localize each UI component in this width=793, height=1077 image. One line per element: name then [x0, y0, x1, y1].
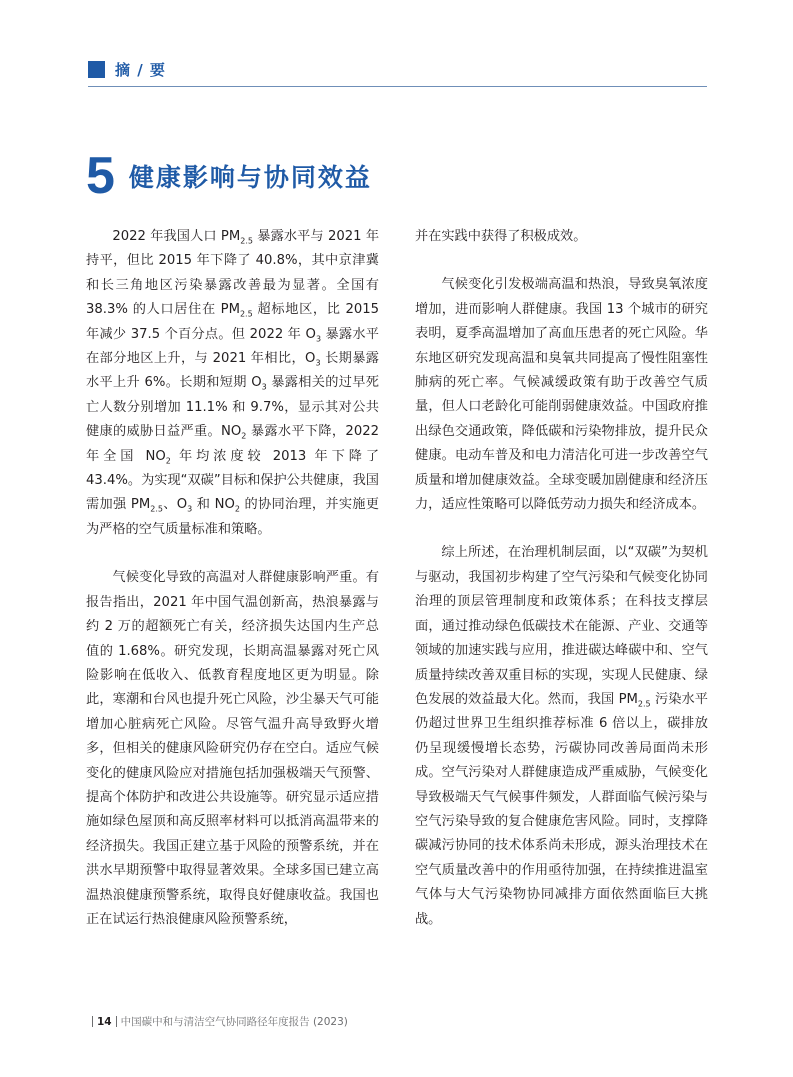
- page-footer: [88, 1014, 348, 1029]
- chapter-heading: [86, 147, 372, 205]
- header-square-icon: [88, 61, 105, 78]
- section-header: [88, 58, 166, 80]
- chapter-title: 健康影响与协同效益: [128, 163, 372, 192]
- footer-divider: [116, 1016, 117, 1027]
- report-title: 中国碳中和与清洁空气协同路径年度报告 (2023): [120, 1016, 348, 1028]
- header-label: 摘 / 要: [115, 60, 166, 79]
- page-number: 14: [97, 1015, 112, 1028]
- header-divider: [88, 86, 707, 87]
- left-column: [86, 225, 379, 932]
- right-column: [415, 225, 708, 932]
- paragraph-climate-ozone: 气候变化引发极端高温和热浪，导致臭氧浓度增加，进而影响人群健康。我国 13 个城市的研究表明，夏季高温增加了高血压患者的死亡风险。华东地区研究发现高温和臭氧共同提高了慢性阻塞性肺病的死亡率。气候减缓政策有助于改善空气质量，但人口老龄化可能削弱健康效益。中国政府推出绿色交通政策，降低碳和污染物排放，提升民众健康。电动车普及和电力清洁化可进一步改善空气质量和增加健康效益。全球变暖加剧健康和经济压力，适应性策略可以降低劳动力损失和经济成本。: [415, 277, 708, 513]
- chapter-number: 5: [86, 147, 115, 205]
- footer-divider: [92, 1016, 93, 1027]
- paragraph-summary: 综上所述，在治理机制层面，以“双碳”为契机与驱动，我国初步构建了空气污染和气候变化协同治理的顶层管理制度和政策体系；在科技支撑层面，通过推动绿色低碳技术在能源、产业、交通等领域的加速实践与应用，推进碳达峰碳中和、空气质量持续改善双重目标的实现，实现人民健康、绿色发展的效益最大化。然而，我国 $PM_{2.5}$ 污染水平仍超过世界卫生组织推荐标准 6 倍以上，碳排放仍呈现缓慢增长态势，污碳协同改善局面尚未形成。空气污染对人群健康造成严重威胁，气候变化导致极端天气气候事件频发，人群面临气候污染与空气污染导致的复合健康危害风险。同时，支撑降碳减污协同的技术体系尚未形成，源头治理技术在空气质量改善中的作用亟待加强，在持续推进温室气体与大气污染物协同减排方面依然面临巨大挑战。: [415, 545, 708, 927]
- paragraph-continuation: 并在实践中获得了积极成效。: [415, 229, 587, 244]
- paragraph-heat-impact: 气候变化导致的高温对人群健康影响严重。有报告指出，2021 年中国气温创新高，热浪暴露与约 2 万的超额死亡有关，经济损失达国内生产总值的 1.68%。研究发现，长期高温暴露对死亡风险影响在低收入、低教育程度地区更为明显。除此，寒潮和台风也提升死亡风险，沙尘暴天气可能增加心脏病死亡风险。尽管气温升高导致野火增多，但相关的健康风险研究仍存在空白。适应气候变化的健康风险应对措施包括加强极端天气预警、提高个体防护和改进公共设施等。研究显示适应措施如绿色屋顶和高反照率材料可以抵消高温带来的经济损失。我国正建立基于风险的预警系统，并在洪水早期预警中取得显著效果。全球多国已建立高温热浪健康预警系统，取得良好健康收益。我国也正在试运行热浪健康风险预警系统，: [86, 570, 379, 927]
- paragraph-exposure: 2022 年我国人口 $PM_{2.5}$ 暴露水平与 2021 年持平，但比 2015 年下降了 40.8%，其中京津冀和长三角地区污染暴露改善最为显著。全国有 38.3% 的人口居住在 $PM_{2.5}$ 超标地区，比 2015 年减少 37.5 个百分点。但 2022 年 $O_3$ 暴露水平在部分地区上升，与 2021 年相比，$O_3$ 长期暴露水平上升 6%。长期和短期 $O_3$ 暴露相关的过早死亡人数分别增加 11.1% 和 9.7%，显示其对公共健康的威胁日益严重。$NO_2$ 暴露水平下降，2022 年全国 $NO_2$ 年均浓度较 2013 年下降了 43.4%。为实现“双碳”目标和保护公共健康，我国需加强 $PM_{2.5}$、$O_3$ 和 $NO_2$ 的协同治理，并实施更为严格的空气质量标准和策略。: [86, 229, 380, 537]
